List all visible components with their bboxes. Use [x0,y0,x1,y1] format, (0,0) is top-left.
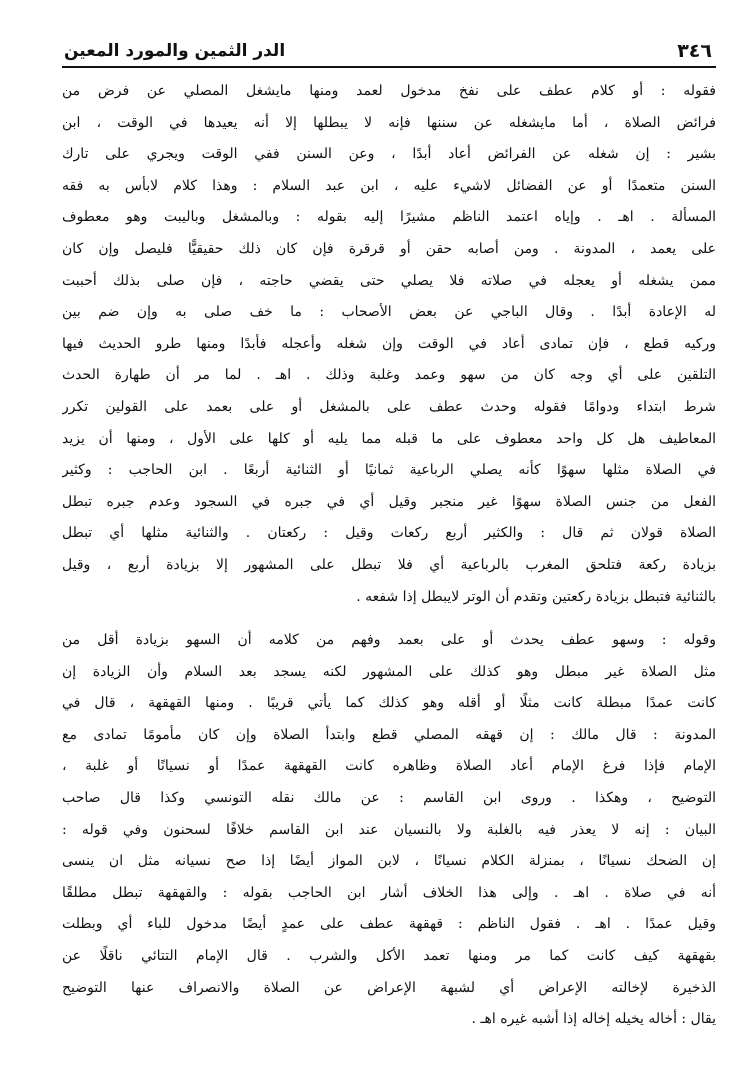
text-line: وقيل عمدًا . اهـ . فقول الناظم : قهقهة عطف على عمدٍ أيضًا مدخول للباء أي وبطلت [62,916,716,933]
body-text [62,76,716,1036]
text-line: الإمام فإذا فرغ الإمام أعاد الصلاة وظاهره كانت القهقهة عمدًا أو نسيانًا أو غلبة ، [62,758,716,775]
text-line: المسألة . اهـ . وإياه اعتمد الناظم مشيرًا إليه بقوله : وبالمشغل وباليبت وهو معطوف [62,209,716,226]
text-line: شرط ابتداء ودوامًا فقوله وحدث عطف على بالمشغل أو على بعمد على القولين تكرر [62,398,716,415]
text-line: في الصلاة مثلها سهوًا كأنه يصلي الرباعية ثمانيًا أو الثنائية أربعًا . ابن الحاجب : وكثير [62,462,716,479]
text-line: يقال : أخاله يخيله إخاله إذا أشبه غيره اهـ . [471,1011,716,1028]
text-line: التوضيح ، وهكذا . وروى ابن القاسم : عن مالك نقله التونسي وكذا قال صاحب [62,790,716,807]
text-line: له الإعادة أبدًا . وقال الباجي عن بعض الأصحاب : ما خف صلى به وإن ضم بين [62,304,716,321]
paragraph [62,76,716,613]
text-line: أنه في صلاة . اهـ . وإلى هذا الخلاف أشار ابن الحاجب بقوله : والقهقهة تبطل مطلقًا [62,884,716,901]
book-title: الدر الثمين والمورد المعين [64,41,286,61]
text-line: الذخيرة لإخالته الإعراض أي لشبهة الإعراض عن الصلاة والانصراف عنها التوضيح [62,979,716,996]
text-line: الفعل من جنس الصلاة سهوًا غير منجبر وقيل أي في جبره في السجود وعدم جبره تبطل [62,493,716,510]
text-line: وركيه قطع ، فإن تمادى أعاد في الوقت وإن شغله وأعجله فأبدًا ومنها طرو الحديث فيها [62,335,716,352]
text-line: البيان : إنه لا يعذر فيه بالغلبة ولا بالنسيان عند ابن القاسم خلافًا لسحنون وفي قوله : [62,821,716,838]
page-number: ٣٤٦ [677,40,712,62]
text-line: ممن يشغله أو يعجله في صلاته فلا يصلي حتى يقضي حاجته ، فإن صلى بذلك أحببت [62,272,716,289]
text-line: مثل الصلاة غير مبطل وهو كذلك على المشهور لكنه يسجد بعد السلام وأن الزيادة إن [62,663,716,680]
paragraph [62,625,716,1036]
text-line: كانت عمدًا مبطلة كانت مثلًا أو أقله وهو كذلك كما يأتي قريبًا . ومنها القهقهة ، قال في [62,695,716,712]
text-line: بقهقهة كيف كانت كما مر ومنها تعمد الأكل والشرب . قال الإمام التتائي ناقلًا عن [62,948,716,965]
text-line: فقوله : أو كلام عطف على نفخ مدخول لعمد ومنها مايشغل المصلي عن فرض من [62,83,716,99]
text-line: وقوله : وسهو عطف يحدث أو على بعمد وفهم من كلامه أن السهو بزيادة أقل من [62,632,716,649]
text-line: المدونة : قال مالك : إن قهقه المصلي قطع وابتدأ الصلاة وإن كان مأمومًا تمادى مع [62,726,716,743]
text-line: بالثنائية فتبطل بزيادة ركعتين وتقدم أن الوتر لايبطل إذا شفعه . [356,588,716,605]
page-header [62,40,716,68]
text-line: على يعمد ، المدونة . ومن أصابه حقن أو قرقرة فإن كان ذلك حقيقيًّا فليصل وإن كان [62,240,716,257]
text-line: السنن متعمدًا أو عن الفضائل لاشيء عليه ، ابن عبد السلام : وهذا كلام لابأس به فقه [62,177,716,194]
text-line: بزيادة ركعة فتلحق المغرب بالرباعية أي فلا تبطل على المشهور إلا بزيادة أربع ، وقيل [62,556,716,573]
text-line: التلقين على أي وجه كان من سهو وعمد وغلبة وذلك . اهـ . لما مر أن طهارة الحدث [62,367,716,384]
text-line: بشير : إن شغله عن الفرائض أعاد أبدًا ، وعن السنن ففي الوقت ويجري على تارك [62,146,716,163]
text-line: فرائض الصلاة ، أما مايشغله عن سننها فإنه لا يبطلها إلا أنه يعيدها في الوقت ، ابن [62,114,716,131]
text-line: المعاطيف هل كل واحد معطوف على ما قبله مما يليه أو كلها على الأول ، ومنها أن يزيد [62,430,716,447]
text-line: الصلاة قولان ثم قال : والكثير أربع ركعات وقيل : ركعتان . والثنائية مثلها أي تبطل [62,525,716,542]
text-line: إن الضحك نسيانًا ، بمنزلة الكلام نسيانًا ، لابن المواز أيضًا إذا صح نسيانه مثل ان ينسى [62,853,716,870]
